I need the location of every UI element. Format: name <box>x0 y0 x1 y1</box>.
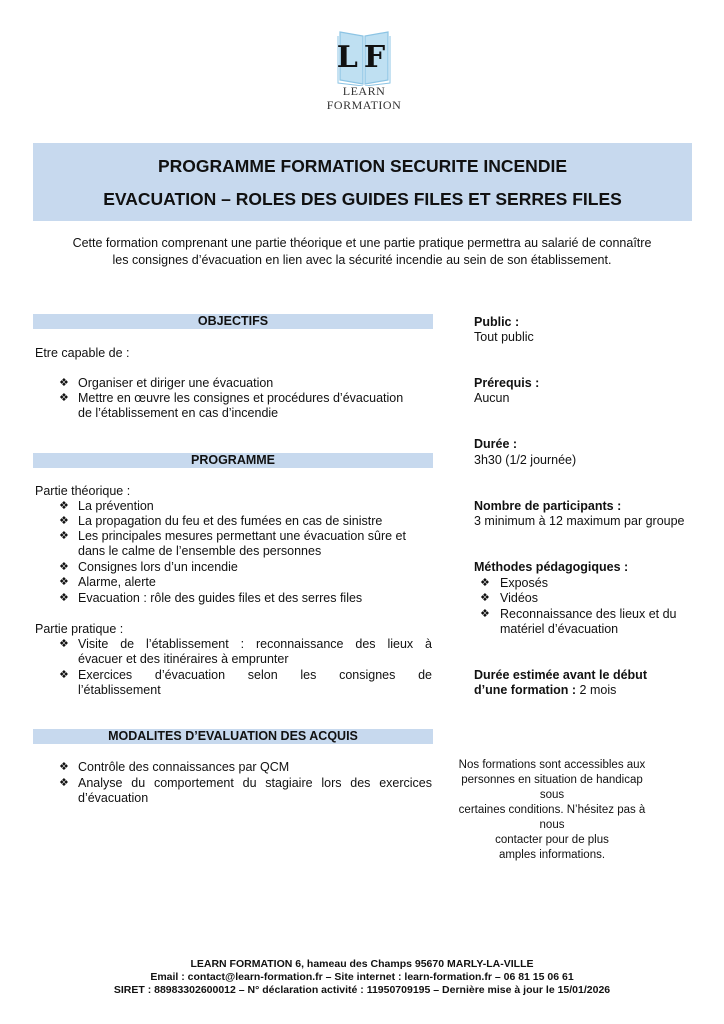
programme-header: PROGRAMME <box>33 453 433 468</box>
modalite-item-continued: d’évacuation <box>78 791 149 805</box>
bullet-icon: ❖ <box>59 638 69 650</box>
prereq-value: Aucun <box>474 391 510 405</box>
objectif-item: Organiser et diriger une évacuation <box>78 376 274 390</box>
delai-value: 2 mois <box>576 683 617 697</box>
methodes-label: Méthodes pédagogiques : <box>474 560 629 574</box>
theory-item: La propagation du feu et des fumées en cas de sinistre <box>78 514 383 528</box>
objectifs-header: OBJECTIFS <box>33 314 433 329</box>
bullet-icon: ❖ <box>59 392 69 404</box>
bullet-icon: ❖ <box>59 530 69 542</box>
page-title: PROGRAMME FORMATION SECURITE INCENDIE <box>158 156 567 176</box>
modalite-item: Analyse du comportement du stagiaire lors des exercices <box>78 776 432 790</box>
objectif-item-continued: de l’établissement en cas d’incendie <box>78 406 279 420</box>
logo-text-learn: LEARN <box>342 84 386 98</box>
participants-label: Nombre de participants : <box>474 499 622 513</box>
public-label: Public : <box>474 315 520 329</box>
duree-value: 3h30 (1/2 journée) <box>474 453 577 467</box>
intro-paragraph <box>36 235 688 269</box>
title-band <box>33 143 692 221</box>
footer-contact: Email : contact@learn-formation.fr – Site internet : learn-formation.fr – 06 81 15 06 61 <box>150 971 574 983</box>
public-value: Tout public <box>474 330 534 344</box>
accessibility-line: amples informations. <box>498 849 606 861</box>
theory-item: Alarme, alerte <box>78 575 156 589</box>
logo <box>322 26 412 112</box>
bullet-icon: ❖ <box>59 592 69 604</box>
page-subtitle: EVACUATION – ROLES DES GUIDES FILES ET SERRES FILES <box>103 189 622 209</box>
bullet-icon: ❖ <box>59 761 69 773</box>
theory-lead: Partie théorique : <box>35 484 131 498</box>
objectifs-lead: Etre capable de : <box>35 346 130 360</box>
bullet-icon: ❖ <box>59 576 69 588</box>
bullet-icon: ❖ <box>59 500 69 512</box>
logo-letters: LF <box>336 40 392 75</box>
intro-line: les consignes d’évacuation en lien avec la sécurité incendie au sein de son établissement. <box>112 253 612 267</box>
methode-item: Vidéos <box>500 591 538 605</box>
prereq-label: Prérequis : <box>474 376 540 390</box>
accessibility-line: Nos formations sont accessibles aux <box>458 759 646 771</box>
delai-label-continued: d’une formation : <box>474 683 577 697</box>
footer-address: LEARN FORMATION 6, hameau des Champs 95670 MARLY-LA-VILLE <box>190 958 534 970</box>
accessibility-line: personnes en situation de handicap sous <box>461 774 643 801</box>
delai-label: Durée estimée avant le début <box>474 668 647 682</box>
theory-item: Evacuation : rôle des guides files et des serres files <box>78 591 363 605</box>
practice-lead: Partie pratique : <box>35 622 124 636</box>
delai-row <box>474 683 616 699</box>
bullet-icon: ❖ <box>59 377 69 389</box>
intro-line: Cette formation comprenant une partie théorique et une partie pratique permettra au salarié de connaître <box>72 236 652 250</box>
practice-item-continued: l’établissement <box>78 683 161 697</box>
bullet-icon: ❖ <box>480 608 490 620</box>
modalite-item: Contrôle des connaissances par QCM <box>78 760 290 774</box>
methode-item-continued: matériel d’évacuation <box>500 622 619 636</box>
methode-item: Exposés <box>500 576 548 590</box>
duree-label: Durée : <box>474 437 518 451</box>
bullet-icon: ❖ <box>59 515 69 527</box>
practice-item: Exercices d’évacuation selon les consignes de <box>78 668 432 682</box>
footer-legal: SIRET : 88983302600012 – N° déclaration activité : 11950709195 – Dernière mise à jour le 15/01/2026 <box>113 984 611 996</box>
modalites-header: MODALITES D’EVALUATION DES ACQUIS <box>33 729 433 744</box>
theory-item: Les principales mesures permettant une évacuation sûre et <box>78 529 406 543</box>
accessibility-note <box>452 758 652 863</box>
bullet-icon: ❖ <box>59 669 69 681</box>
practice-item: Visite de l’établissement : reconnaissance des lieux à <box>78 637 432 651</box>
accessibility-line: certaines conditions. N’hésitez pas à nous <box>458 804 646 831</box>
methode-item: Reconnaissance des lieux et du <box>500 607 677 621</box>
accessibility-line: contacter pour de plus <box>495 834 609 846</box>
bullet-icon: ❖ <box>480 592 490 604</box>
theory-item-continued: dans le calme de l’ensemble des personnes <box>78 544 322 558</box>
theory-item: La prévention <box>78 499 154 513</box>
bullet-icon: ❖ <box>59 561 69 573</box>
theory-item: Consignes lors d’un incendie <box>78 560 238 574</box>
logo-text-formation: FORMATION <box>326 98 402 112</box>
practice-item-continued: évacuer et des itinéraires à emprunter <box>78 652 289 666</box>
participants-value: 3 minimum à 12 maximum par groupe <box>474 514 685 528</box>
objectif-item: Mettre en œuvre les consignes et procédures d’évacuation <box>78 391 404 405</box>
bullet-icon: ❖ <box>59 777 69 789</box>
bullet-icon: ❖ <box>480 577 490 589</box>
